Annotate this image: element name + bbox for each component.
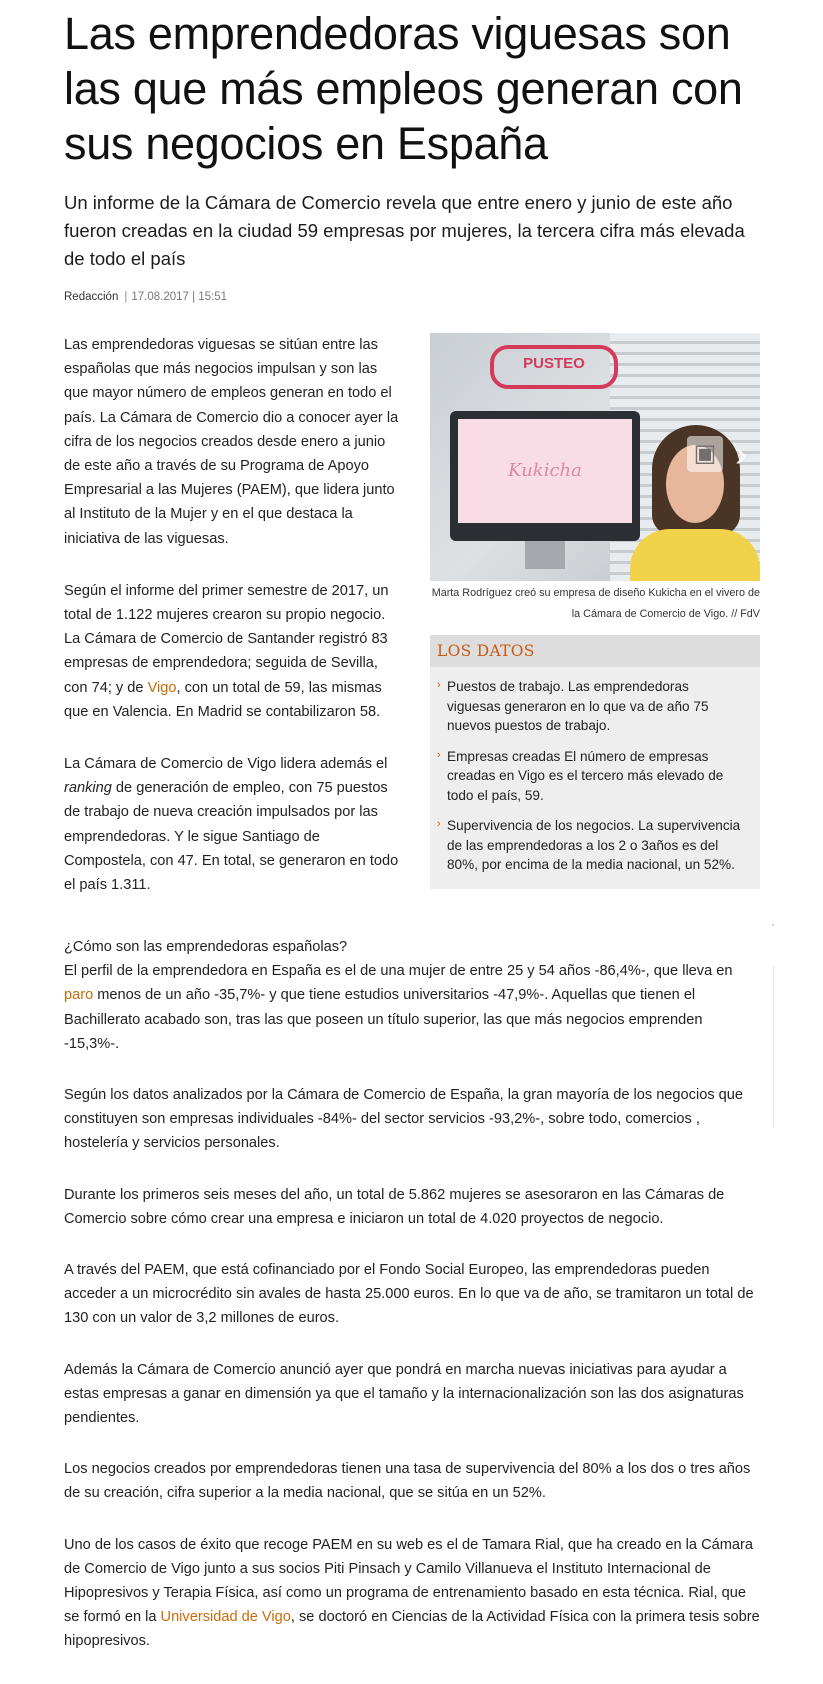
right-column — [430, 333, 760, 889]
photo-wall-sign: PUSTEO — [490, 345, 618, 389]
paragraph-2: Según el informe del primer semestre de 2017, un total de 1.122 mujeres crearon su propio negocio. La Cámara de Comercio de Santander registró 83 empresas de emprendedora; seguida de Sevilla, con 74; y de Vigo, con un total de 59, las mismas que en Valencia. En Madrid se contabilizaron 58. — [64, 582, 389, 720]
chevron-right-icon[interactable]: › — [735, 433, 747, 474]
scroll-marker — [772, 924, 774, 926]
datos-item: › Puestos de trabajo. Las emprendedoras viguesas generaron en lo que va de año 75 nuevos puestos de trabajo. — [437, 677, 746, 736]
paragraph-6: Durante los primeros seis meses del año, un total de 5.862 mujeres se asesoraron en las Cámaras de Comercio sobre cómo crear una empresa e iniciaron un total de 4.020 proyectos de negocio. — [64, 1186, 725, 1227]
publish-date: 17.08.2017 | 15:51 — [131, 291, 228, 303]
paragraph-8: Además la Cámara de Comercio anunció ayer que pondrá en marcha nuevas iniciativas para ayudar a estas empresas a ganar en dimensión ya que el tamaño y la internacionalización son las dos asignaturas pendientes. — [64, 1361, 744, 1427]
datos-item: › Empresas creadas El número de empresas creadas en Vigo es el tercero más elevado de todo el país, 59. — [437, 747, 746, 806]
datos-item: › Supervivencia de los negocios. La supervivencia de las emprendedoras a los 2 o 3años es del 80%, por encima de la media nacional, un 52%. — [437, 816, 746, 875]
gallery-icon[interactable]: ▣ — [687, 436, 723, 472]
article-body — [64, 935, 760, 1681]
ranking-emphasis: ranking — [64, 780, 112, 797]
photo-caption: Marta Rodríguez creó su empresa de diseño Kukicha en el vivero de la Cámara de Comercio de Vigo. // FdV — [431, 587, 760, 620]
bullet-icon: › — [437, 818, 441, 830]
section-question: ¿Cómo son las emprendedoras españolas? — [64, 939, 348, 955]
left-column — [64, 333, 402, 925]
bullet-icon: › — [437, 679, 441, 691]
paragraph-10: Uno de los casos de éxito que recoge PAEM en su web es el de Tamara Rial, que ha creado en la Cámara de Comercio de Vigo junto a sus socios Piti Pinsach y Camilo Villanueva el Instituto Internacional de Hipopresivos y Terapia Física, así como un programa de entrenamiento basado en esta técnica. Rial, que se formó en la Universidad de Vigo, se doctoró en Ciencias de la Actividad Física con la primera tesis sobre hipopresivos. — [64, 1536, 760, 1650]
paragraph-4: ¿Cómo son las emprendedoras españolas? El perfil de la emprendedora en España es el de una mujer de entre 25 y 54 años -86,4%-, que lleva en paro menos de un año -35,7%- y que tiene estudios universitarios -47,9%-. Aquellas que tienen el Bachillerato acabado son, tras las que poseen un título superior, las que más negocios emprenden -15,3%-. — [64, 939, 733, 1052]
photo-monitor — [450, 411, 640, 541]
link-vigo[interactable]: Vigo — [147, 679, 177, 696]
paragraph-3: La Cámara de Comercio de Vigo lidera además el ranking de generación de empleo, con 75 puestos de trabajo de nueva creación impulsados por las emprendedoras. Y le sigue Santiago de Compostela, con 47. En total, se generaron en todo el país 1.311. — [64, 756, 399, 894]
author[interactable]: Redacción — [64, 291, 119, 303]
byline-separator: | — [124, 291, 128, 303]
paragraph-7: A través del PAEM, que está cofinanciado por el Fondo Social Europeo, las emprendedoras pueden acceder a un microcrédito sin avales de hasta 25.000 euros. En lo que va de año, se tramitaron un total de 130 con un valor de 3,2 millones de euros. — [64, 1262, 754, 1327]
paragraph-1: Las emprendedoras viguesas se sitúan entre las españolas que más negocios impulsan y son las que mayor número de empleos generan en todo el país. La Cámara de Comercio dio a conocer ayer la cifra de los negocios creados desde enero a junio de este año a través de su Programa de Apoyo Empresarial a las Mujeres (PAEM), que lidera junto al Instituto de la Mujer y en el que destaca la iniciativa de las viguesas. — [64, 337, 399, 547]
photo-screen-logo: Kukicha — [458, 419, 632, 523]
datos-list — [430, 667, 760, 875]
paragraph-5: Según los datos analizados por la Cámara de Comercio de España, la gran mayoría de los negocios que constituyen son empresas individuales -84%- del sector servicios -93,2%-, sobre todo, comercios , hostelería y servicios personales. — [64, 1087, 744, 1152]
byline — [64, 291, 760, 309]
photo-monitor-stand — [525, 541, 565, 569]
article-photo[interactable] — [430, 333, 760, 581]
datos-box — [430, 635, 760, 889]
bullet-icon: › — [437, 748, 441, 761]
headline: Las emprendedoras viguesas son las que más empleos generan con sus negocios en España — [64, 8, 743, 169]
paragraph-9: Los negocios creados por emprendedoras tienen una tasa de supervivencia del 80% a los dos o tres años de su creación, cifra superior a la media nacional, que se sitúa en un 52%. — [64, 1461, 751, 1502]
side-divider — [773, 966, 774, 1128]
datos-title: LOS DATOS — [430, 635, 760, 667]
article — [64, 0, 760, 1650]
photo-person-shirt — [630, 529, 760, 581]
link-universidad-de-vigo[interactable]: Universidad de Vigo — [160, 1609, 291, 1626]
subtitle: Un informe de la Cámara de Comercio revela que entre enero y junio de este año fueron creadas en la ciudad 59 empresas por mujeres, la tercera cifra más elevada de todo el país — [64, 192, 745, 269]
link-paro[interactable]: paro — [64, 987, 94, 1004]
